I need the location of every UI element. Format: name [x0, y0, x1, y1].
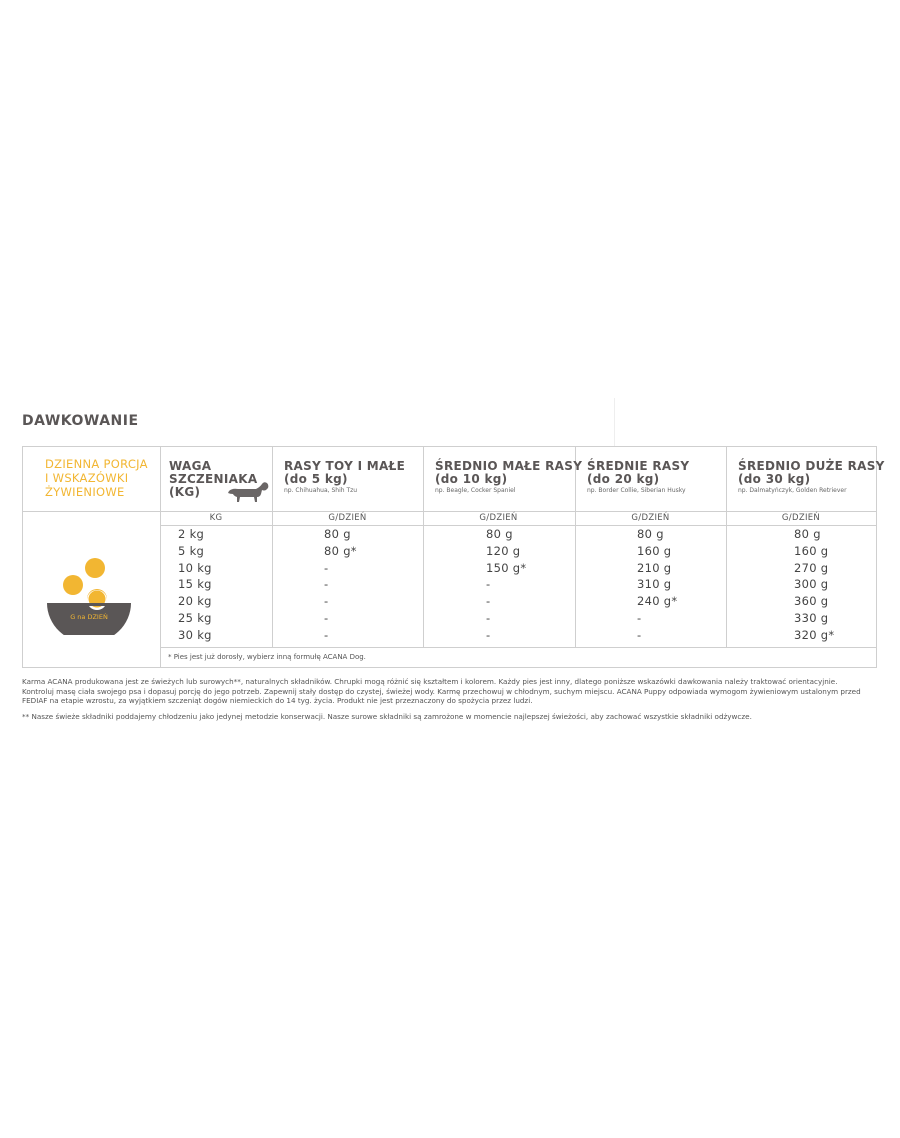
column-header-medium — [587, 460, 689, 494]
weight-cell: 5 kg — [178, 543, 205, 558]
food-bowl-icon — [45, 555, 135, 639]
value-cell: - — [324, 610, 329, 625]
weight-header-line: WAGA — [169, 459, 212, 473]
weight-cell: 2 kg — [178, 527, 205, 541]
section-title: DAWKOWANIE — [22, 413, 139, 429]
paragraph-line: Kontroluj masę ciała swojego psa i dopasuj porcję do jego potrzeb. Zapewnij stały dostęp do czystej, świeżej wody. Karmę przechowuj w chłodnym, suchym miejscu. ACANA Puppy odpowiada wymogom żywieniowym ustalonym przed — [22, 686, 861, 696]
column-subtitle: (do 30 kg) — [738, 472, 811, 486]
value-cell: 80 g — [486, 527, 513, 541]
value-cell: 210 g — [637, 560, 672, 575]
column-unit: G/DZIEŃ — [328, 513, 367, 523]
value-cell: 150 g* — [486, 560, 527, 575]
value-cell: - — [324, 627, 329, 642]
column-subtitle: (do 5 kg) — [284, 472, 348, 486]
weight-cell: 30 kg — [178, 627, 212, 642]
feeding-table — [22, 446, 885, 668]
value-cell: 300 g — [794, 577, 829, 592]
value-cell: - — [637, 610, 642, 625]
value-cell: - — [486, 594, 491, 609]
value-cell: 80 g* — [324, 543, 357, 558]
column-divider — [423, 447, 424, 647]
column-unit: G/DZIEŃ — [479, 513, 518, 523]
column-header-toy — [284, 460, 405, 494]
toy-values — [324, 526, 357, 644]
medium-small-values — [486, 526, 526, 644]
medium-large-values — [794, 526, 834, 644]
value-cell: 360 g — [794, 594, 829, 609]
value-cell: 240 g* — [637, 594, 678, 609]
value-cell: - — [324, 560, 329, 575]
value-cell: 80 g — [637, 527, 664, 541]
weight-header-line: SZCZENIAKA — [169, 472, 258, 486]
value-cell: - — [486, 610, 491, 625]
column-title: RASY TOY I MAŁE — [284, 459, 406, 473]
column-subtitle: (do 10 kg) — [435, 472, 508, 486]
value-cell: - — [324, 577, 329, 592]
weight-values — [178, 526, 212, 644]
value-cell: 270 g — [794, 560, 829, 575]
value-cell: - — [486, 577, 491, 592]
column-examples: np. Border Collie, Siberian Husky — [587, 487, 686, 494]
value-cell: 320 g* — [794, 627, 835, 642]
intro-heading — [45, 457, 165, 499]
value-cell: - — [486, 627, 491, 642]
column-title: ŚREDNIO DUŻE RASY — [738, 459, 885, 473]
intro-line: I WSKAZÓWKI — [45, 471, 129, 485]
weight-header-line: (KG) — [169, 485, 201, 499]
value-cell: 160 g — [794, 543, 829, 558]
description-paragraph — [22, 677, 882, 706]
value-cell: - — [637, 627, 642, 642]
weight-cell: 20 kg — [178, 594, 212, 609]
value-cell: 80 g — [794, 527, 821, 541]
medium-values — [637, 526, 677, 644]
intro-line: DZIENNA PORCJA — [45, 457, 148, 471]
column-divider — [726, 447, 727, 647]
column-examples: np. Dalmatyńczyk, Golden Retriever — [738, 487, 847, 494]
bowl-label: G na DZIEŃ — [70, 613, 108, 621]
column-title: ŚREDNIO MAŁE RASY — [435, 459, 583, 473]
value-cell: 310 g — [637, 577, 672, 592]
weight-cell: 15 kg — [178, 577, 212, 592]
footnote-ingredients: ** Nasze świeże składniki poddajemy chłodzeniu jako jedynej metodzie konserwacji. Nasze surowe składniki są zamrożone w momencie najlepszej świeżości, aby zachować wszystkie składniki odżywcze. — [22, 712, 752, 721]
paragraph-line: Karma ACANA produkowana jest ze świeżych lub surowych**, naturalnych składników. Chrupki mogą różnić się kształtem i kolorem. Każdy pies jest inny, dlatego poniższe wskazówki dawkowania należy traktować orientacyjnie. — [22, 677, 838, 686]
column-subtitle: (do 20 kg) — [587, 472, 660, 486]
weight-cell: 10 kg — [178, 560, 212, 575]
value-cell: 120 g — [486, 543, 521, 558]
paragraph-line: FEDIAF na etapie wzrostu, za wyjątkiem szczeniąt dogów niemieckich do 14 tyg. życia. Produkt nie jest przeznaczony do spożycia przez ludzi. — [22, 696, 533, 706]
column-divider — [272, 447, 273, 647]
dachshund-icon — [226, 480, 270, 510]
weight-cell: 25 kg — [178, 610, 212, 625]
column-header-medium-large — [738, 460, 885, 494]
value-cell: 80 g — [324, 527, 351, 541]
intro-line: ŻYWIENIOWE — [45, 485, 125, 499]
column-unit: G/DZIEŃ — [631, 513, 670, 523]
value-cell: 160 g — [637, 543, 672, 558]
value-cell: - — [324, 594, 329, 609]
column-examples: np. Beagle, Cocker Spaniel — [435, 487, 516, 494]
column-examples: np. Chihuahua, Shih Tzu — [284, 487, 358, 494]
footnote-divider — [160, 647, 876, 648]
decor-vertical-line — [614, 398, 615, 446]
column-header-medium-small — [435, 460, 582, 494]
column-unit: G/DZIEŃ — [781, 513, 821, 523]
column-title: ŚREDNIE RASY — [587, 459, 690, 473]
weight-unit: KG — [209, 513, 223, 523]
table-footnote: * Pies jest już dorosły, wybierz inną formułę ACANA Dog. — [168, 653, 366, 661]
value-cell: 330 g — [794, 610, 829, 625]
